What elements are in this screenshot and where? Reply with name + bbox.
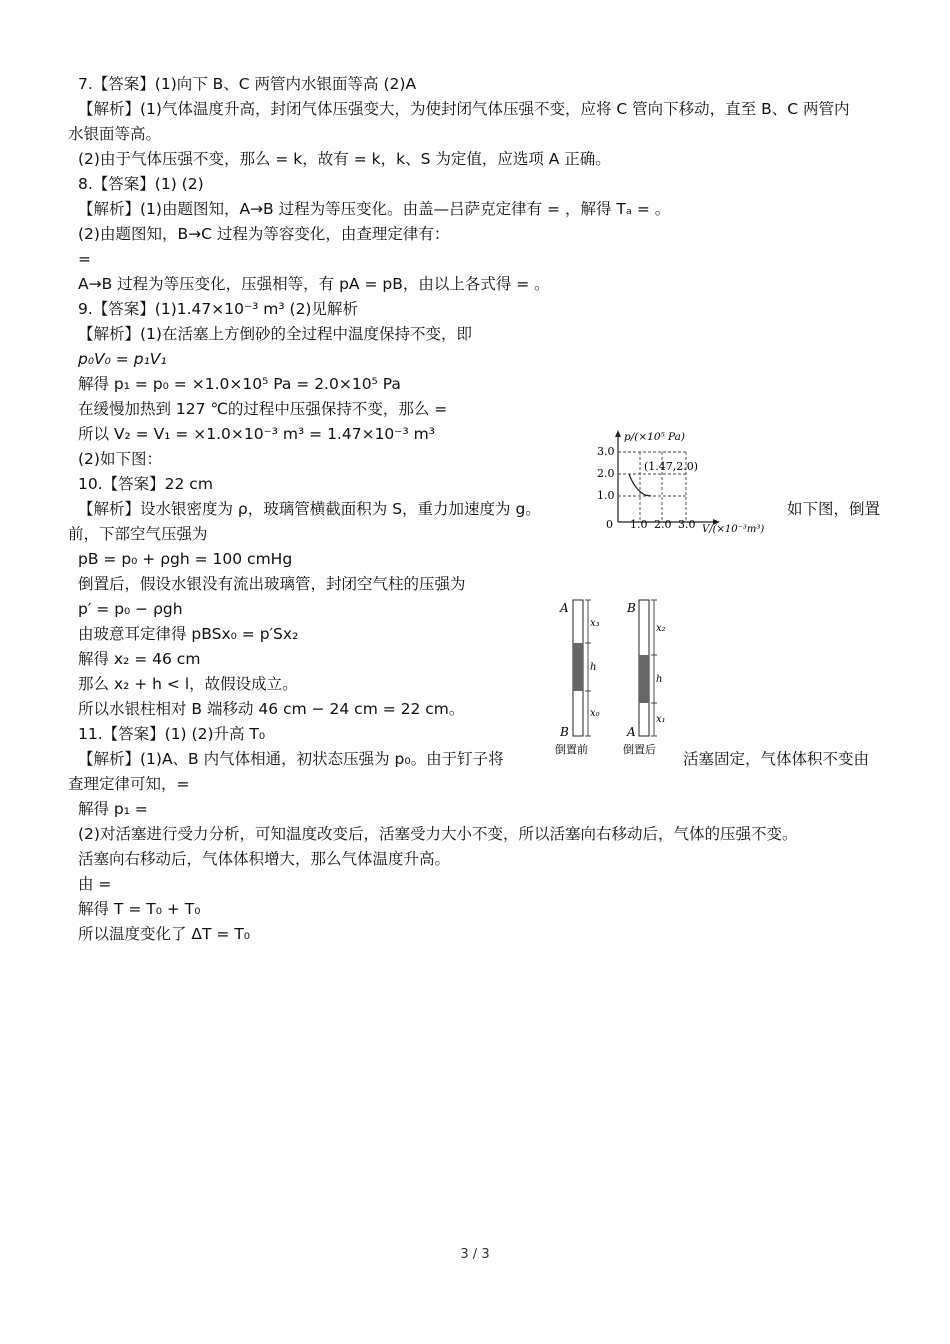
answer-7-line: 7.【答案】(1)向下 B、C 两管内水银面等高 (2)A — [78, 75, 417, 93]
analysis-10-line-7: 解得 x₂ = 46 cm — [78, 650, 201, 668]
analysis-7-line-2: 水银面等高。 — [68, 125, 162, 143]
x-tick-label: 1.0 — [630, 518, 648, 531]
analysis-9-line-4: 在缓慢加热到 127 ℃的过程中压强保持不变，那么 = — [78, 400, 448, 418]
page-number: 3 / 3 — [460, 1247, 490, 1262]
x-tick-label: 3.0 — [678, 518, 696, 531]
origin-label: 0 — [606, 518, 613, 531]
segment-label: x₃ — [590, 618, 600, 629]
analysis-11-line-2: 查理定律可知，= — [68, 775, 190, 793]
segment-label: h — [590, 662, 597, 673]
mercury-column-after — [639, 655, 649, 703]
tube-after-top-label: B — [627, 601, 636, 615]
answer-9-line: 9.【答案】(1)1.47×10⁻³ m³ (2)见解析 — [78, 300, 358, 318]
analysis-9-line-3: 解得 p₁ = p₀ = ×1.0×10⁵ Pa = 2.0×10⁵ Pa — [78, 375, 401, 393]
segment-label: x₁ — [656, 714, 666, 725]
analysis-8-line-4: A→B 过程为等压变化，压强相等，有 pA = pB，由以上各式得 = 。 — [78, 275, 550, 293]
analysis-10-line-1-tail: 如下图，倒置 — [787, 500, 881, 518]
segment-label: h — [656, 674, 663, 685]
analysis-9-line-2: p₀V₀ = p₁V₁ — [78, 350, 167, 368]
analysis-11-line-7: 解得 T = T₀ + T₀ — [78, 900, 201, 918]
analysis-10-line-9: 所以水银柱相对 B 端移动 46 cm − 24 cm = 22 cm。 — [78, 700, 465, 718]
tube-before-caption: 倒置前 — [555, 743, 588, 756]
tube-after-bottom-label: A — [627, 725, 636, 739]
segment-label: x₂ — [656, 623, 666, 634]
x-tick-label: 2.0 — [654, 518, 672, 531]
tube-diagram — [555, 595, 675, 760]
analysis-11-line-6: 由 = — [78, 875, 112, 893]
pv-graph — [588, 426, 788, 538]
analysis-11-line-8: 所以温度变化了 ΔT = T₀ — [78, 925, 251, 943]
answer-8-line: 8.【答案】(1) (2) — [78, 175, 204, 193]
analysis-8-line-1: 【解析】(1)由题图知，A→B 过程为等压变化。由盖—吕萨克定律有 = ，解得 Tₐ = 。 — [78, 200, 671, 218]
y-axis-label: p/(×10⁵ Pa) — [624, 431, 686, 443]
y-tick-label: 1.0 — [597, 489, 615, 502]
analysis-11-line-1: 【解析】(1)A、B 内气体相通，初状态压强为 p₀。由于钉子将 — [78, 750, 504, 768]
analysis-10-line-4: 倒置后，假设水银没有流出玻璃管，封闭空气柱的压强为 — [78, 575, 466, 593]
x-axis-label: V/(×10⁻³m³) — [702, 524, 765, 535]
analysis-7-line-3: (2)由于气体压强不变，那么 = k，故有 = k，k、S 为定值，应选项 A 正确。 — [78, 150, 611, 168]
analysis-11-line-1-tail: 活塞固定，气体体积不变由 — [683, 750, 870, 768]
analysis-9-line-1: 【解析】(1)在活塞上方倒砂的全过程中温度保持不变，即 — [78, 325, 472, 343]
tube-before-bottom-label: B — [560, 725, 569, 739]
analysis-9-line-6: (2)如下图： — [78, 450, 162, 468]
answer-10-line: 10.【答案】22 cm — [78, 475, 213, 493]
tube-before-top-label: A — [560, 601, 569, 615]
y-tick-label: 2.0 — [597, 467, 615, 480]
analysis-10-line-6: 由玻意耳定律得 pBSx₀ = p′Sx₂ — [78, 625, 299, 643]
segment-label: x₀ — [590, 708, 600, 719]
analysis-11-line-3: 解得 p₁ = — [78, 800, 148, 818]
analysis-10-line-5: p′ = p₀ − ρgh — [78, 600, 183, 618]
tube-after-caption: 倒置后 — [623, 743, 656, 756]
y-axis-arrow — [615, 430, 621, 437]
analysis-11-line-5: 活塞向右移动后，气体体积增大，那么气体温度升高。 — [78, 850, 451, 868]
answer-11-line: 11.【答案】(1) (2)升高 T₀ — [78, 725, 266, 743]
analysis-10-line-3: pB = p₀ + ρgh = 100 cmHg — [78, 550, 293, 568]
analysis-11-line-4: (2)对活塞进行受力分析，可知温度改变后，活塞受力大小不变，所以活塞向右移动后，气体的压强不变。 — [78, 825, 798, 843]
analysis-10-line-8: 那么 x₂ + h < l，故假设成立。 — [78, 675, 298, 693]
analysis-7-line-1: 【解析】(1)气体温度升高，封闭气体压强变大，为使封闭气体压强不变，应将 C 管向下移动，直至 B、C 两管内 — [78, 100, 850, 118]
mercury-column-before — [573, 643, 583, 691]
y-tick-label: 3.0 — [597, 445, 615, 458]
analysis-10-line-2: 前，下部空气压强为 — [68, 525, 208, 543]
analysis-9-line-5: 所以 V₂ = V₁ = ×1.0×10⁻³ m³ = 1.47×10⁻³ m³ — [78, 425, 435, 443]
point-label: (1.47,2.0) — [644, 460, 699, 473]
analysis-8-line-2: (2)由题图知，B→C 过程为等容变化，由查理定律有： — [78, 225, 450, 243]
analysis-10-line-1: 【解析】设水银密度为 ρ，玻璃管横截面积为 S，重力加速度为 g。 — [78, 500, 541, 518]
analysis-8-line-3: = — [78, 250, 91, 268]
